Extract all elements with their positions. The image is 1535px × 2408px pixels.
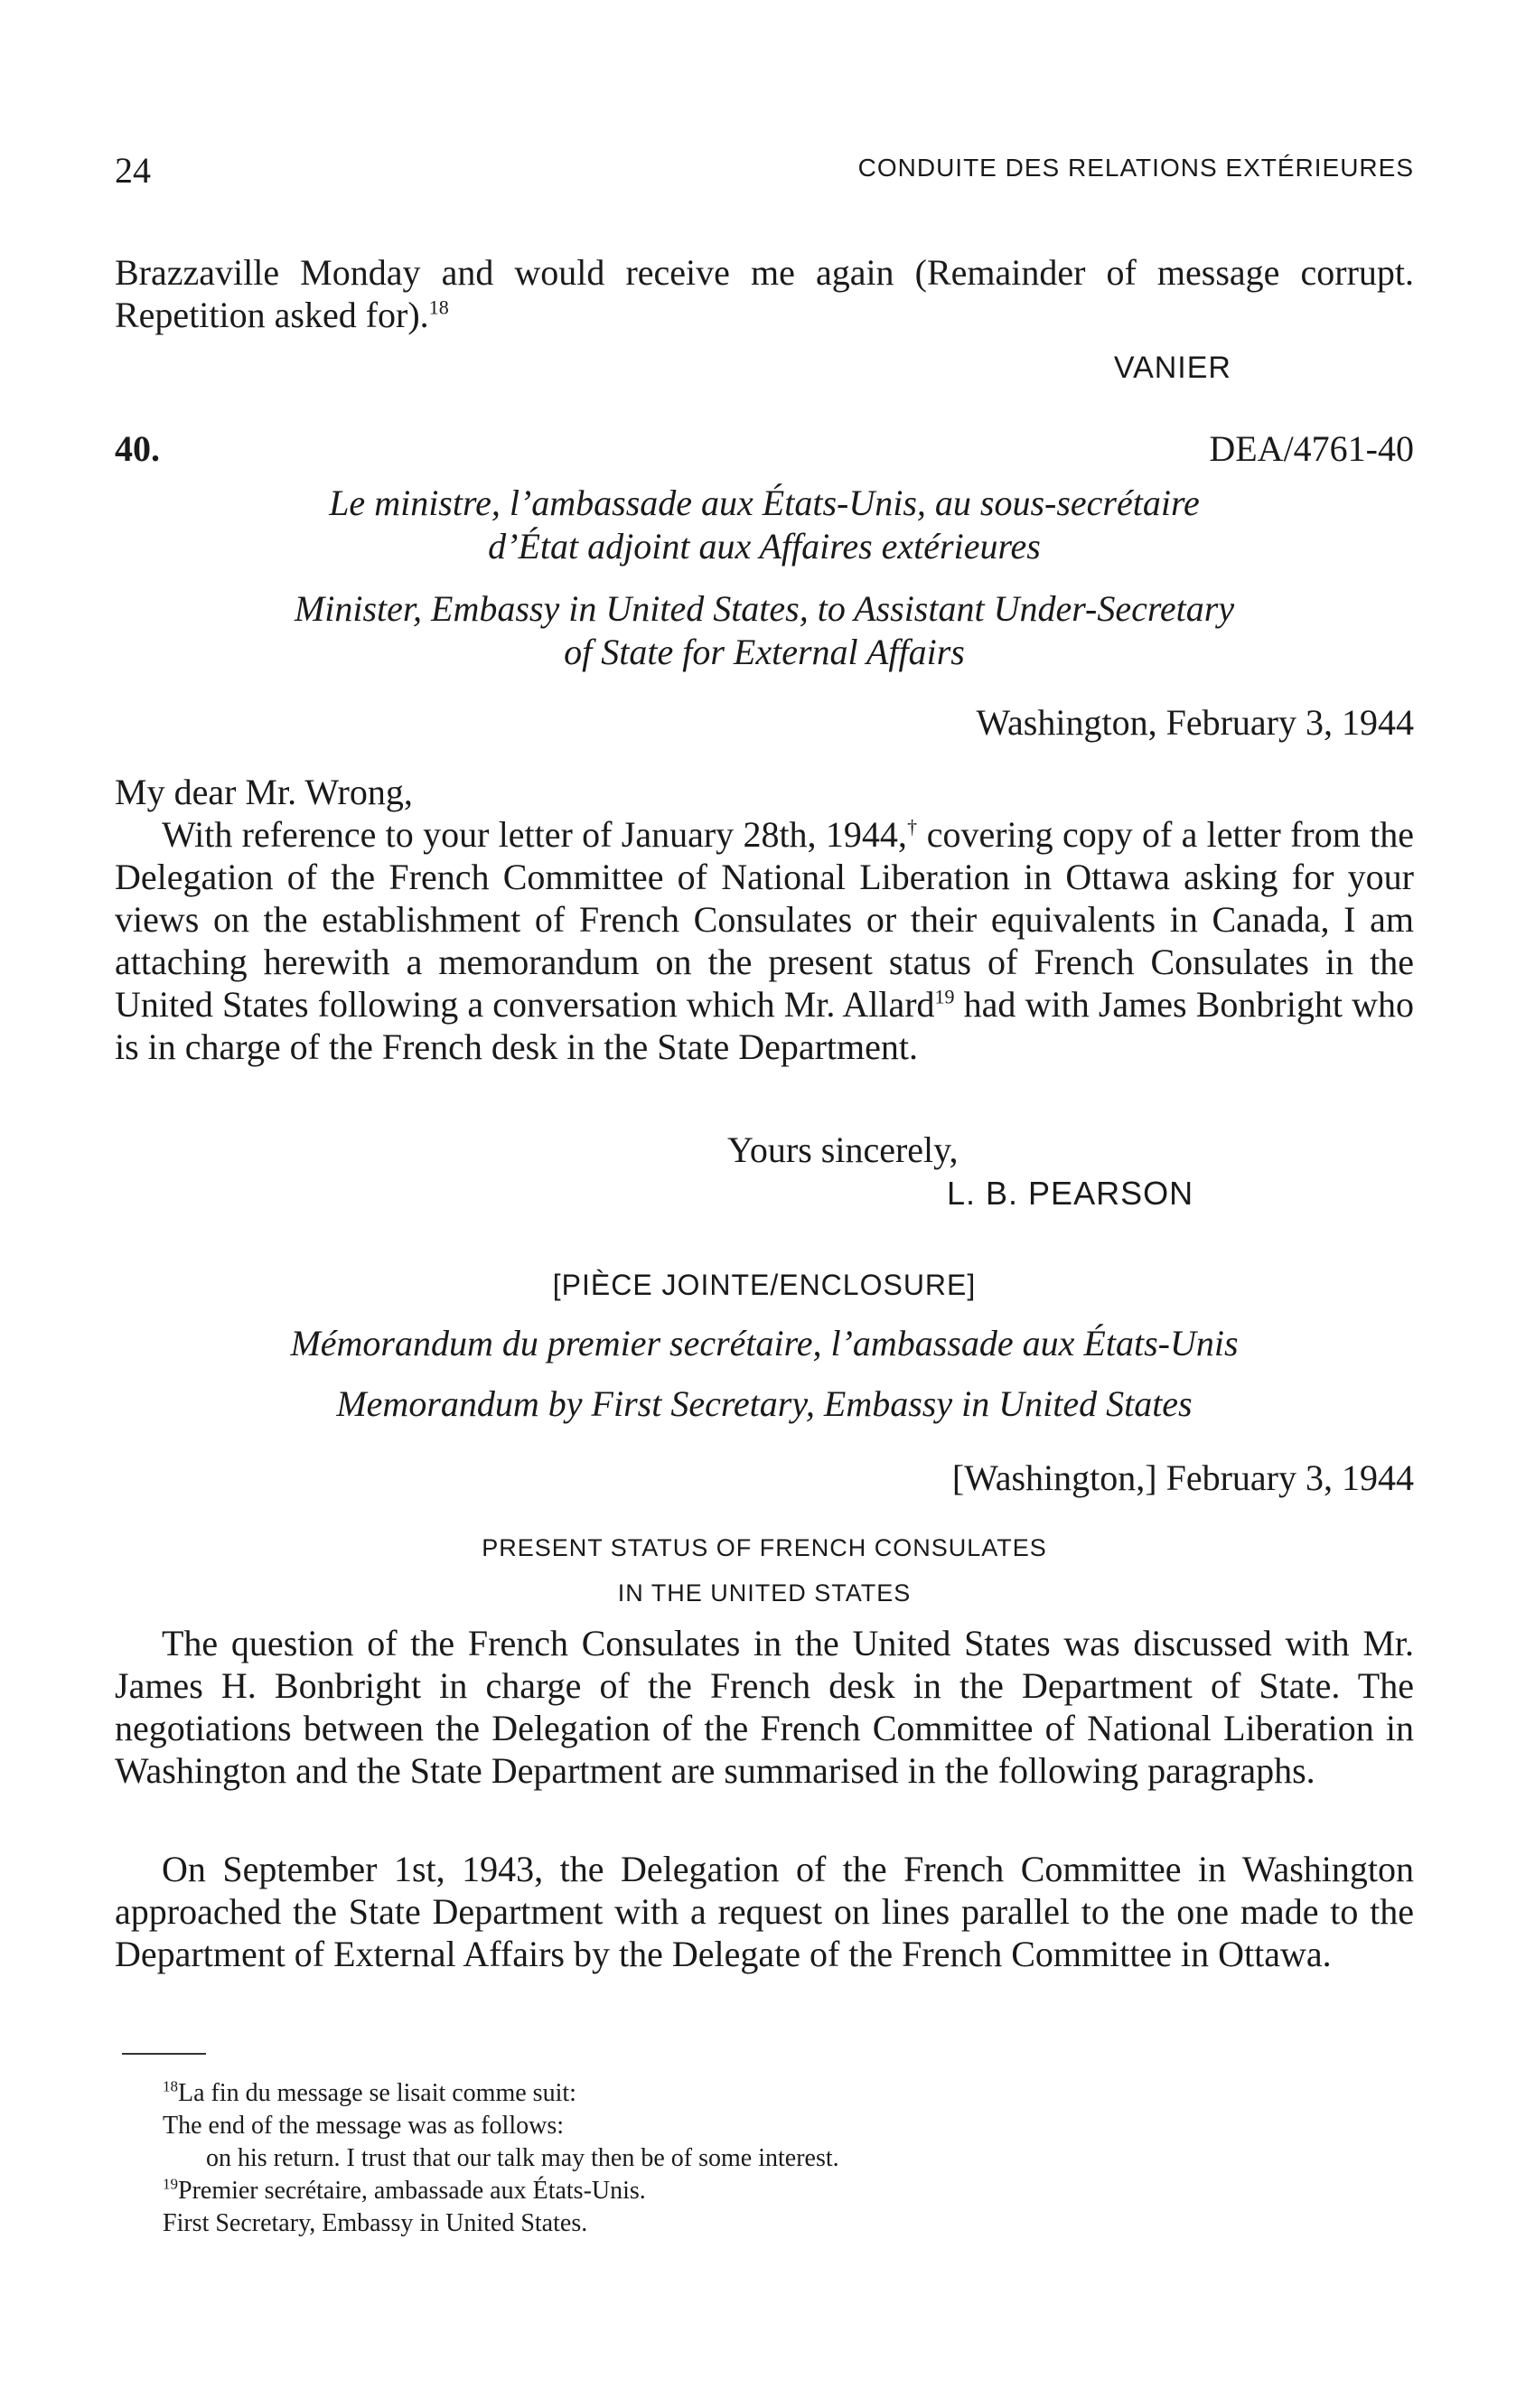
letter-body-part2: covering copy of a letter from the Delegation of the French Committee of National Liberation in Ottawa asking for your views on the establishment of French Consulates or their equivalents in Canada, I am attaching herewith a memorandum on the present status of French Consulates in the United States following a conversation which Mr. Allard: [115, 814, 1414, 1025]
footnote-18-line2: The end of the message was as follows:: [163, 2112, 564, 2140]
footnote-ref-18: 18: [428, 295, 449, 319]
footnote-19-line1: Premier secrétaire, ambassade aux États-Unis.: [178, 2177, 646, 2205]
footnote-rule: [122, 2053, 206, 2055]
footnote-18: [163, 2078, 576, 2109]
enclosure-label: [PIÈCE JOINTE/ENCLOSURE]: [552, 1269, 977, 1301]
running-title: CONDUITE DES RELATIONS EXTÉRIEURES: [857, 154, 1414, 182]
footnote-18-line3: on his return. I trust that our talk may then be of some interest.: [206, 2144, 839, 2172]
doc-title-fr-line1: Le ministre, l’ambassade aux États-Unis, au sous-secrétaire: [329, 483, 1200, 523]
footnote-19-line2: First Secretary, Embassy in United States.: [163, 2209, 588, 2237]
footnote-19: [163, 2176, 646, 2207]
letter-body-part1: With reference to your letter of January 28th, 1944,: [162, 814, 907, 855]
doc-title-fr-line2: d’État adjoint aux Affaires extérieures: [488, 526, 1041, 567]
memo-heading-line2: IN THE UNITED STATES: [617, 1579, 912, 1607]
closing: Yours sincerely,: [727, 1129, 959, 1170]
doc-title-en-line2: of State for External Affairs: [564, 632, 965, 672]
footnote-18-number: 18: [163, 2077, 178, 2095]
prev-doc-text: [115, 251, 1414, 336]
prev-doc-signature: VANIER: [1113, 351, 1231, 385]
letter-body-part3: had with James Bonbright who is in charge of the French desk in the State Department.: [115, 984, 1414, 1067]
prev-doc-body: Brazzaville Monday and would receive me again (Remainder of message corrupt. Repetition asked for).: [115, 252, 1414, 335]
salutation: My dear Mr. Wrong,: [115, 772, 413, 812]
dagger-mark: †: [906, 815, 918, 839]
page-number: 24: [115, 150, 151, 191]
doc-number: 40.: [115, 428, 160, 469]
footnote-18-line1: La fin du message se lisait comme suit:: [178, 2079, 576, 2107]
enclosure-title-en: Memorandum by First Secretary, Embassy in United States: [336, 1383, 1193, 1424]
footnote-ref-19: 19: [934, 985, 955, 1008]
enclosure-title-fr: Mémorandum du premier secrétaire, l’ambassade aux États-Unis: [290, 1323, 1239, 1363]
letter-body: [115, 813, 1414, 1068]
memo-para-1: The question of the French Consulates in the United States was discussed with Mr. James H. Bonbright in charge of the French desk in the Department of State. The negotiations between the Delegation of the French Committee of National Liberation in Washington and the State Department are summarised in the following paragraphs.: [115, 1623, 1414, 1791]
memo-heading-line1: PRESENT STATUS OF FRENCH CONSULATES: [482, 1534, 1047, 1561]
doc-title-en-line1: Minister, Embassy in United States, to Assistant Under-Secretary: [294, 588, 1235, 629]
doc-file-ref: DEA/4761-40: [1209, 428, 1414, 469]
footnote-19-number: 19: [163, 2175, 178, 2193]
doc-place-date: Washington, February 3, 1944: [976, 702, 1414, 743]
memo-para-2: On September 1st, 1943, the Delegation of the French Committee in Washington approached the State Department with a request on lines parallel to the one made to the Department of External Affairs by the Delegate of the French Committee in Ottawa.: [115, 1849, 1414, 1974]
letter-signature: L. B. PEARSON: [947, 1175, 1194, 1212]
enclosure-place-date: [Washington,] February 3, 1944: [951, 1457, 1414, 1498]
